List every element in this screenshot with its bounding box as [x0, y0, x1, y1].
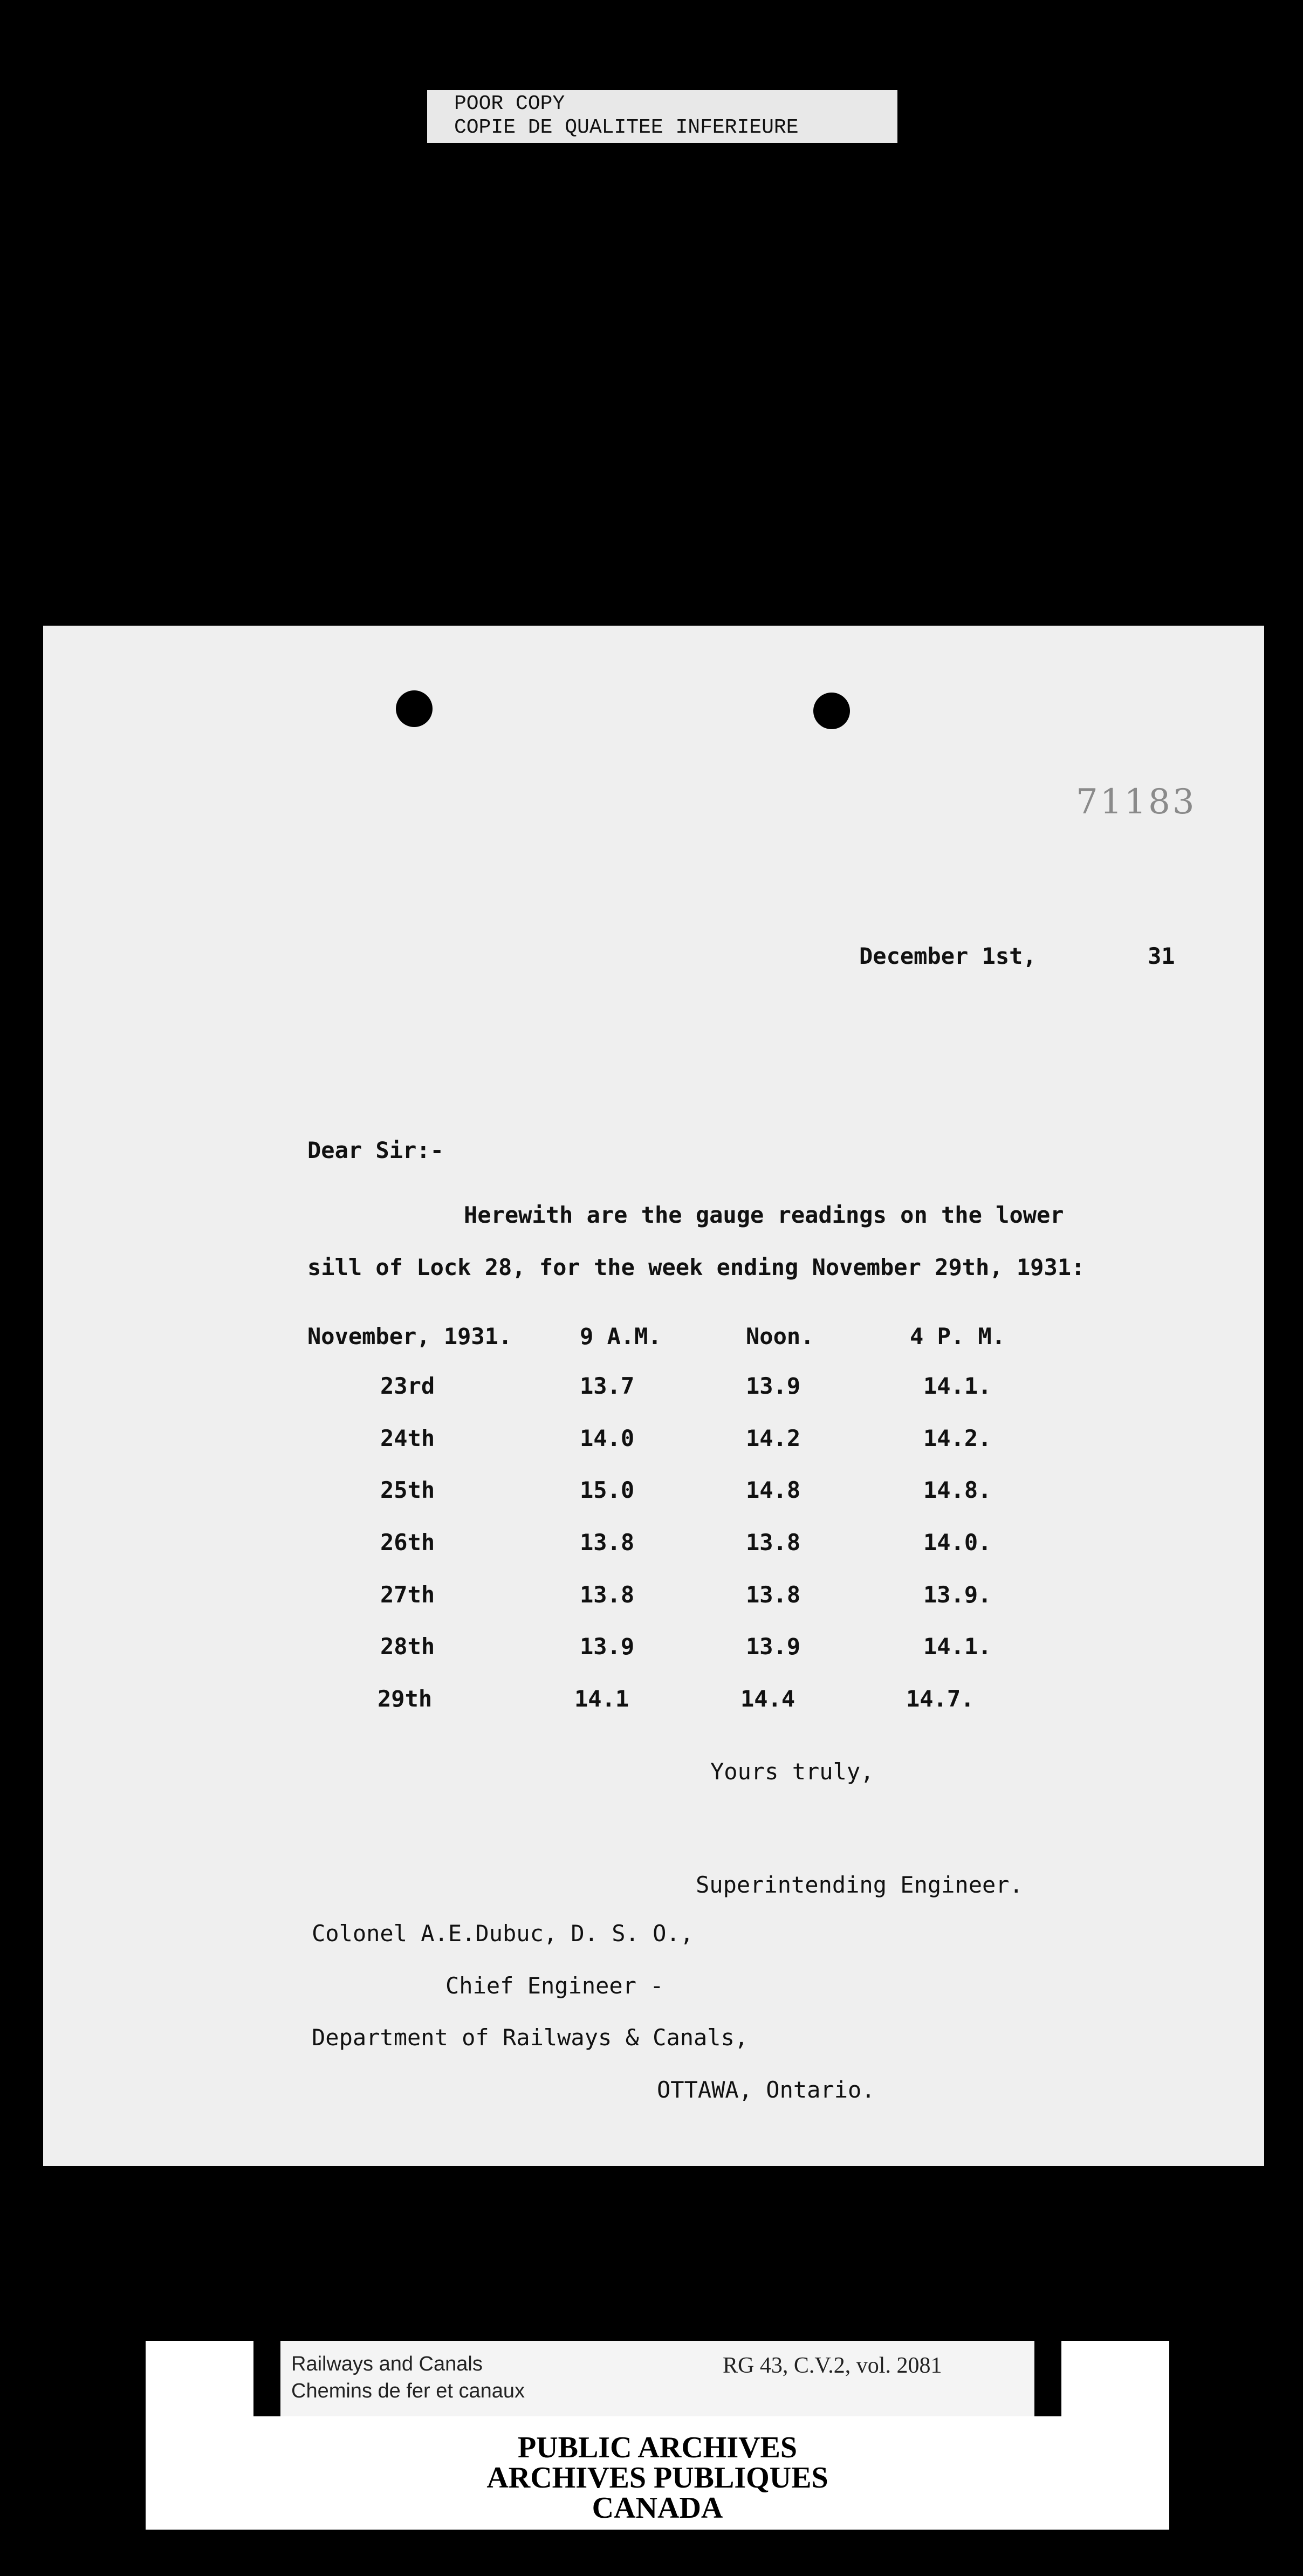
table-header-noon: Noon.	[746, 1323, 814, 1349]
table-cell-9am: 13.9	[580, 1633, 635, 1660]
table-row-day: 24th	[380, 1425, 435, 1451]
collection-french: Chemins de fer et canaux	[291, 2380, 525, 2402]
poor-copy-line-1: POOR COPY	[454, 92, 565, 115]
table-header-4pm: 4 P. M.	[910, 1323, 1006, 1349]
table-cell-noon: 14.2	[746, 1425, 801, 1451]
table-cell-4pm: 13.9.	[923, 1581, 992, 1608]
archive-reference: RG 43, C.V.2, vol. 2081	[723, 2353, 942, 2378]
addressee-line-3: Department of Railways & Canals,	[312, 2024, 749, 2051]
table-cell-4pm: 14.1.	[923, 1373, 992, 1399]
table-row-day: 25th	[380, 1477, 435, 1503]
table-cell-9am: 13.7	[580, 1373, 635, 1399]
poor-copy-line-2: COPIE DE QUALITEE INFERIEURE	[454, 116, 799, 139]
archives-title	[146, 2433, 1169, 2523]
table-cell-9am: 13.8	[580, 1581, 635, 1608]
punch-hole-left	[396, 690, 433, 727]
closing: Yours truly,	[710, 1758, 874, 1785]
table-cell-4pm: 14.1.	[923, 1633, 992, 1660]
poor-copy-label	[427, 90, 897, 143]
body-line-1: Herewith are the gauge readings on the lower	[464, 1202, 1064, 1228]
table-cell-noon: 13.9	[746, 1373, 801, 1399]
table-row-day: 26th	[380, 1529, 435, 1556]
table-cell-9am: 14.0	[580, 1425, 635, 1451]
table-row-day: 23rd	[380, 1373, 435, 1399]
letter-year: 31	[1148, 943, 1175, 969]
archives-english: PUBLIC ARCHIVES	[517, 2431, 798, 2464]
table-cell-noon: 14.4	[740, 1686, 795, 1712]
table-cell-4pm: 14.7.	[906, 1686, 975, 1712]
table-cell-4pm: 14.8.	[923, 1477, 992, 1503]
table-cell-4pm: 14.0.	[923, 1529, 992, 1556]
table-header-date: November, 1931.	[307, 1323, 512, 1349]
table-cell-9am: 14.1	[574, 1686, 629, 1712]
collection-english: Railways and Canals	[291, 2353, 483, 2375]
body-line-2: sill of Lock 28, for the week ending November 29th, 1931:	[307, 1254, 1085, 1280]
archives-footer	[146, 2341, 1169, 2530]
archives-country: CANADA	[592, 2491, 723, 2525]
letter-date: December 1st,	[859, 943, 1037, 969]
addressee-line-2: Chief Engineer -	[445, 1972, 664, 1999]
table-cell-9am: 15.0	[580, 1477, 635, 1503]
table-header-9am: 9 A.M.	[580, 1323, 662, 1349]
letter-sheet	[43, 626, 1264, 2166]
footer-label	[280, 2341, 1034, 2416]
salutation: Dear Sir:-	[307, 1137, 444, 1163]
table-row-day: 28th	[380, 1633, 435, 1660]
addressee-line-4: OTTAWA, Ontario.	[657, 2077, 875, 2103]
archives-french: ARCHIVES PUBLIQUES	[486, 2461, 828, 2495]
table-cell-noon: 13.8	[746, 1581, 801, 1608]
table-cell-4pm: 14.2.	[923, 1425, 992, 1451]
punch-hole-right	[813, 693, 850, 729]
file-number-stamp: 71183	[1076, 782, 1197, 822]
signature-title: Superintending Engineer.	[696, 1872, 1023, 1898]
addressee-line-1: Colonel A.E.Dubuc, D. S. O.,	[312, 1920, 694, 1947]
table-row-day: 29th	[378, 1686, 433, 1712]
table-row-day: 27th	[380, 1581, 435, 1608]
table-cell-noon: 13.8	[746, 1529, 801, 1556]
table-cell-noon: 13.9	[746, 1633, 801, 1660]
table-cell-9am: 13.8	[580, 1529, 635, 1556]
table-cell-noon: 14.8	[746, 1477, 801, 1503]
